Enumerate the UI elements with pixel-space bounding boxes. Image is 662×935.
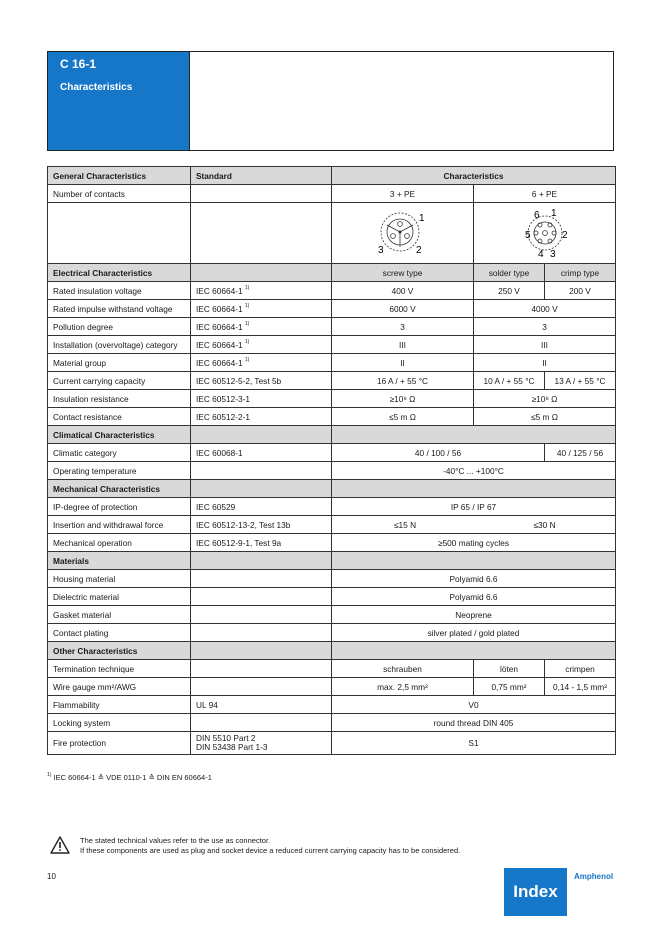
row-label: Mechanical operation [48, 534, 191, 552]
row-label: Housing material [48, 570, 191, 588]
solder-type: solder type [474, 264, 545, 282]
value: 3 [332, 318, 474, 336]
empty-cell [332, 552, 616, 570]
product-code: C 16-1 [60, 57, 97, 71]
row-label: Insertion and withdrawal force [48, 516, 191, 534]
value-6pe: 6 + PE [474, 185, 616, 203]
table-row [48, 588, 616, 606]
row-standard: IEC 60512-13-2, Test 13b [191, 516, 332, 534]
table-row [48, 300, 616, 318]
row-label: Current carrying capacity [48, 372, 191, 390]
row-label [48, 203, 191, 264]
header-box [47, 51, 614, 151]
usage-note [80, 836, 460, 856]
table-row [48, 570, 616, 588]
pin-layout-3pe-diagram [373, 205, 433, 259]
row-label: Dielectric material [48, 588, 191, 606]
pin-layout-6pe-diagram [515, 205, 575, 259]
section-electrical [48, 264, 616, 282]
value: löten [474, 660, 545, 678]
value: silver plated / gold plated [332, 624, 616, 642]
table-row [48, 624, 616, 642]
value: 3 [474, 318, 616, 336]
value: -40°C ... +100°C [332, 462, 616, 480]
row-label: Material group [48, 354, 191, 372]
value: 13 A / + 55 °C [545, 372, 616, 390]
value: III [332, 336, 474, 354]
value: ≤5 m Ω [332, 408, 474, 426]
empty-cell [191, 264, 332, 282]
value: III [474, 336, 616, 354]
table-row [48, 606, 616, 624]
value: 200 V [545, 282, 616, 300]
row-standard [191, 606, 332, 624]
value: 250 V [474, 282, 545, 300]
section-title: Mechanical Characteristics [48, 480, 191, 498]
table-header-row [48, 167, 616, 185]
row-standard [191, 203, 332, 264]
value: ≤5 m Ω [474, 408, 616, 426]
empty-cell [191, 552, 332, 570]
value: Polyamid 6.6 [332, 588, 616, 606]
row-standard [191, 660, 332, 678]
pin-label: 1 [550, 208, 557, 219]
table-row [48, 444, 616, 462]
pin-layout-6pe [474, 203, 616, 264]
row-standard: IEC 60664-1 $^{1)}$ [191, 354, 332, 372]
table-row [48, 408, 616, 426]
row-label: Locking system [48, 714, 191, 732]
row-standard [191, 714, 332, 732]
pin-label: 2 [561, 230, 568, 241]
table-row [48, 390, 616, 408]
value: crimpen [545, 660, 616, 678]
col-general: General Characteristics [48, 167, 191, 185]
empty-cell [332, 480, 616, 498]
characteristics-table [47, 166, 616, 755]
section-title: Climatical Characteristics [48, 426, 191, 444]
section-other [48, 642, 616, 660]
section-title: Electrical Characteristics [48, 264, 191, 282]
value: Neoprene [332, 606, 616, 624]
value: V0 [332, 696, 616, 714]
value: ≥10⁸ Ω [474, 390, 616, 408]
index-button[interactable]: Index [504, 868, 567, 916]
warning-icon [50, 836, 70, 854]
table-row [48, 462, 616, 480]
value: 10 A / + 55 °C [474, 372, 545, 390]
crimp-type: crimp type [545, 264, 616, 282]
table-row [48, 354, 616, 372]
pin-label: 6 [533, 210, 540, 221]
row-standard: IEC 60664-1 $^{1)}$ [191, 300, 332, 318]
table-row [48, 732, 616, 755]
value: max. 2,5 mm² [332, 678, 474, 696]
row-label: Operating temperature [48, 462, 191, 480]
row-label: Contact plating [48, 624, 191, 642]
pin-layout-3pe [332, 203, 474, 264]
value-pair [332, 516, 616, 534]
row-label: Contact resistance [48, 408, 191, 426]
note-line: If these components are used as plug and socket device a reduced current carrying capacity has to be considered. [80, 846, 461, 855]
row-label: Rated insulation voltage [48, 282, 191, 300]
row-label: Gasket material [48, 606, 191, 624]
row-standard: IEC 60068-1 [191, 444, 332, 462]
section-materials [48, 552, 616, 570]
value: ≥500 mating cycles [332, 534, 616, 552]
value: 0,75 mm² [474, 678, 545, 696]
row-standard [191, 570, 332, 588]
row-label: Number of contacts [48, 185, 191, 203]
empty-cell [332, 426, 616, 444]
value: 4000 V [474, 300, 616, 318]
row-label: Insulation resistance [48, 390, 191, 408]
row-standard: IEC 60512-3-1 [191, 390, 332, 408]
note-line: The stated technical values refer to the use as connector. [80, 836, 271, 845]
value: schrauben [332, 660, 474, 678]
value: 40 / 100 / 56 [332, 444, 545, 462]
value: S1 [332, 732, 616, 755]
table-row [48, 336, 616, 354]
pin-label: 2 [415, 245, 422, 256]
table-row [48, 185, 616, 203]
table-row [48, 696, 616, 714]
row-label: Installation (overvoltage) category [48, 336, 191, 354]
section-title: Materials [48, 552, 191, 570]
value: 6000 V [332, 300, 474, 318]
section-mechanical [48, 480, 616, 498]
value: 0,14 - 1,5 mm² [545, 678, 616, 696]
empty-cell [191, 642, 332, 660]
header-title-block [48, 52, 190, 150]
value: 400 V [332, 282, 474, 300]
table-row [48, 660, 616, 678]
row-label: Rated impulse withstand voltage [48, 300, 191, 318]
table-row [48, 282, 616, 300]
page-subtitle: Characteristics [60, 82, 133, 93]
row-label: Wire gauge mm²/AWG [48, 678, 191, 696]
row-standard [191, 185, 332, 203]
pin-label: 5 [524, 230, 531, 241]
pin-layout-row [48, 203, 616, 264]
value-3pe: 3 + PE [332, 185, 474, 203]
row-standard: IEC 60664-1 $^{1)}$ [191, 318, 332, 336]
value: 40 / 125 / 56 [545, 444, 616, 462]
row-standard [191, 678, 332, 696]
table-row [48, 318, 616, 336]
row-standard: IEC 60512-9-1, Test 9a [191, 534, 332, 552]
value: ≥10⁸ Ω [332, 390, 474, 408]
row-standard: UL 94 [191, 696, 332, 714]
value: II [474, 354, 616, 372]
row-label: IP-degree of protection [48, 498, 191, 516]
brand-logo: Amphenol [574, 872, 614, 881]
row-label: Pollution degree [48, 318, 191, 336]
row-standard: IEC 60512-5-2, Test 5b [191, 372, 332, 390]
row-standard [191, 462, 332, 480]
section-climatical [48, 426, 616, 444]
row-standard: IEC 60664-1 $^{1)}$ [191, 336, 332, 354]
value: ≤30 N [533, 519, 556, 530]
table-row [48, 714, 616, 732]
screw-type: screw type [332, 264, 474, 282]
table-row [48, 534, 616, 552]
row-label: Climatic category [48, 444, 191, 462]
value: ≤15 N [394, 519, 417, 530]
row-standard: IEC 60529 [191, 498, 332, 516]
table-row [48, 516, 616, 534]
table-row [48, 372, 616, 390]
footnote: $^{1)}$ IEC 60664-1 ≙ VDE 0110-1 ≙ DIN EN 60664-1 [47, 772, 212, 782]
col-characteristics: Characteristics [332, 167, 616, 185]
table-row [48, 498, 616, 516]
pin-label: 1 [418, 213, 425, 224]
pin-label: 3 [377, 245, 384, 256]
pin-label: 4 [537, 249, 544, 259]
row-standard [191, 624, 332, 642]
row-standard: DIN 5510 Part 2 DIN 53438 Part 1-3 [191, 732, 332, 755]
value: II [332, 354, 474, 372]
section-title: Other Characteristics [48, 642, 191, 660]
row-label: Fire protection [48, 732, 191, 755]
empty-cell [332, 642, 616, 660]
page-number: 10 [47, 872, 56, 881]
row-label: Flammability [48, 696, 191, 714]
value: Polyamid 6.6 [332, 570, 616, 588]
empty-cell [191, 480, 332, 498]
pin-label: 3 [549, 249, 556, 259]
value: 16 A / + 55 °C [332, 372, 474, 390]
empty-cell [191, 426, 332, 444]
value: IP 65 / IP 67 [332, 498, 616, 516]
table-row [48, 678, 616, 696]
row-standard: IEC 60664-1 $^{1)}$ [191, 282, 332, 300]
col-standard: Standard [191, 167, 332, 185]
row-label: Termination technique [48, 660, 191, 678]
value: round thread DIN 405 [332, 714, 616, 732]
row-standard [191, 588, 332, 606]
row-standard: IEC 60512-2-1 [191, 408, 332, 426]
